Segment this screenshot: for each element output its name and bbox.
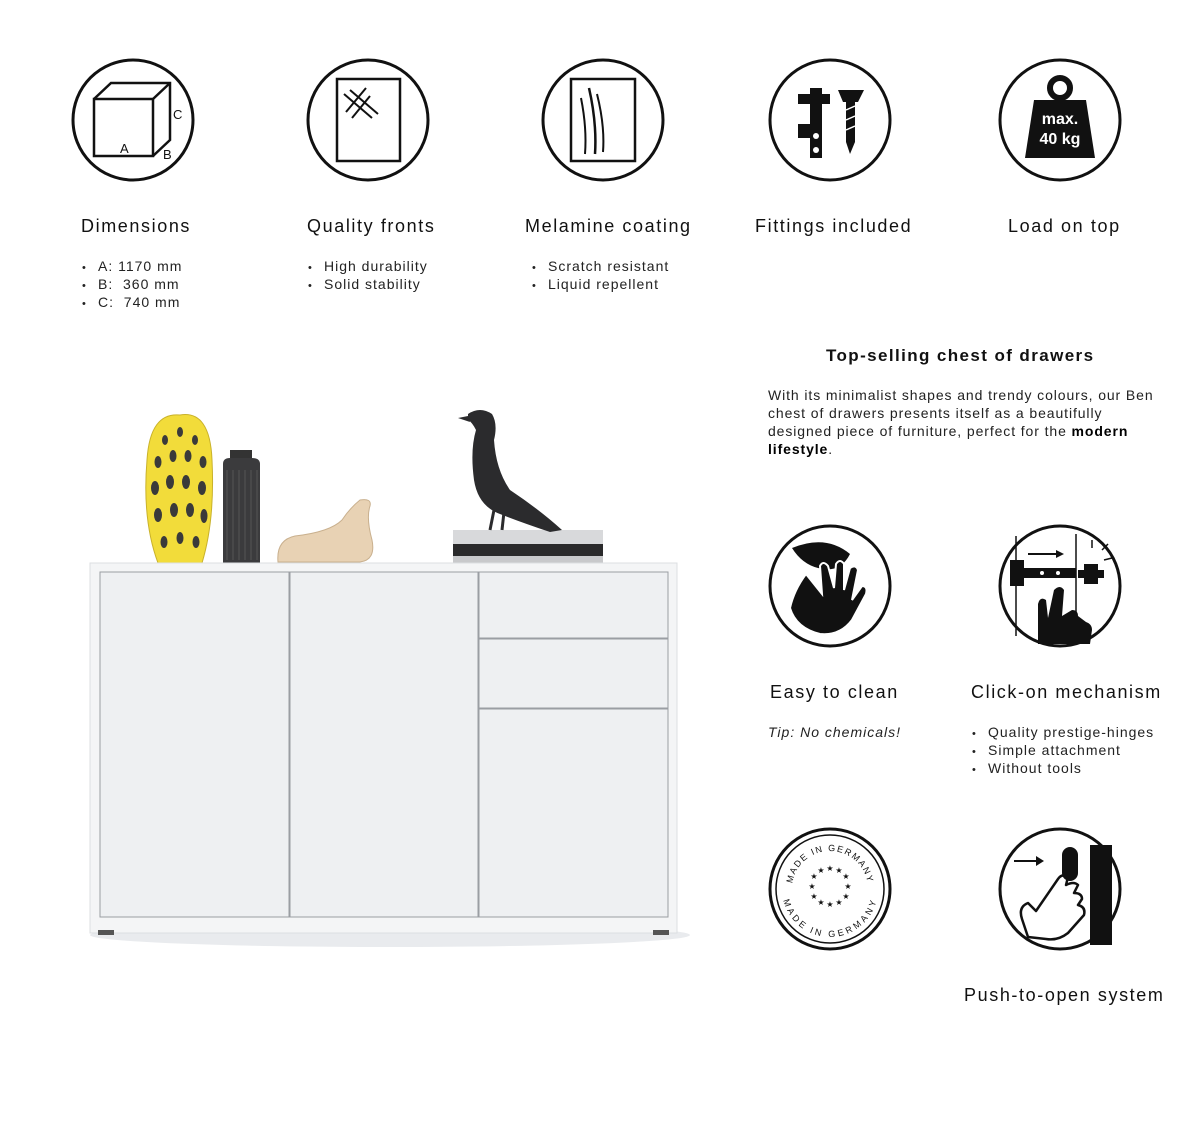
list-item: • Without tools: [972, 759, 1154, 777]
about-emphasis: modern lifestyle: [768, 423, 1129, 457]
svg-text:★: ★: [842, 892, 850, 901]
about-text: [768, 386, 1168, 458]
fittings-title: Fittings included: [755, 216, 913, 236]
about-end: .: [828, 441, 834, 457]
easy-clean-tip: Tip: No chemicals!: [768, 724, 902, 740]
cabinet: [90, 563, 677, 935]
push-open-title: Push-to-open system: [964, 985, 1165, 1005]
click-hinge-icon: [998, 524, 1122, 648]
list-item: • Solid stability: [308, 275, 428, 293]
svg-text:★: ★: [835, 866, 843, 875]
push-open-hand-icon: [998, 827, 1122, 951]
svg-text:★: ★: [817, 866, 825, 875]
svg-text:★: ★: [810, 872, 818, 881]
click-on-title: Click-on mechanism: [971, 682, 1162, 702]
seal-text-top: MADE IN GERMANY: [784, 842, 876, 884]
quality-fronts-title: Quality fronts: [307, 216, 436, 236]
dimensions-list: [82, 257, 182, 311]
yellow-vase: [146, 415, 213, 563]
list-item: • C: 740 mm: [82, 293, 182, 311]
melamine-title: Melamine coating: [525, 216, 692, 236]
book-stack: [453, 530, 603, 563]
list-item: • Quality prestige-hinges: [972, 723, 1154, 741]
scratched-panel-icon: [306, 58, 430, 182]
cube-dimensions-icon: [71, 58, 195, 182]
weight-line-1: max.: [1041, 111, 1079, 128]
dim-label-b: B: [163, 147, 172, 162]
product-image: [80, 400, 710, 960]
svg-text:★: ★: [842, 872, 850, 881]
list-item: • B: 360 mm: [82, 275, 182, 293]
about-body: With its minimalist shapes and trendy colours, our Ben chest of drawers presents itself as a beautifully designed piece of furniture, perfect for the: [768, 387, 1154, 439]
melamine-list: [532, 257, 669, 293]
quality-fronts-list: [308, 257, 428, 293]
click-on-list: [972, 723, 1154, 777]
black-bird: [458, 410, 562, 532]
black-bottle: [223, 450, 260, 563]
list-item: • A: 1170 mm: [82, 257, 182, 275]
svg-text:★: ★: [817, 898, 825, 907]
svg-text:★: ★: [826, 864, 834, 873]
weight-icon: [998, 58, 1122, 182]
list-item: • Scratch resistant: [532, 257, 669, 275]
about-title: Top-selling chest of drawers: [826, 346, 1095, 365]
dim-label-c: C: [173, 107, 183, 122]
load-title: Load on top: [1008, 216, 1121, 236]
seal-text-bottom: MADE IN GERMANY: [781, 897, 879, 940]
dimensions-title: Dimensions: [81, 216, 192, 236]
list-item: • Simple attachment: [972, 741, 1154, 759]
svg-text:★: ★: [844, 882, 852, 891]
made-in-germany-seal-icon: [768, 827, 892, 951]
easy-clean-title: Easy to clean: [770, 682, 899, 702]
hand-wipe-icon: [768, 524, 892, 648]
dim-label-a: A: [120, 141, 129, 156]
svg-text:★: ★: [808, 882, 816, 891]
list-item: • Liquid repellent: [532, 275, 669, 293]
list-item: • High durability: [308, 257, 428, 275]
svg-text:★: ★: [835, 898, 843, 907]
weight-line-2: 40 kg: [1039, 131, 1081, 148]
claw-scratch-panel-icon: [541, 58, 665, 182]
svg-text:★: ★: [826, 900, 834, 909]
wooden-bird: [278, 500, 373, 562]
hinge-screw-icon: [768, 58, 892, 182]
svg-text:★: ★: [810, 892, 818, 901]
